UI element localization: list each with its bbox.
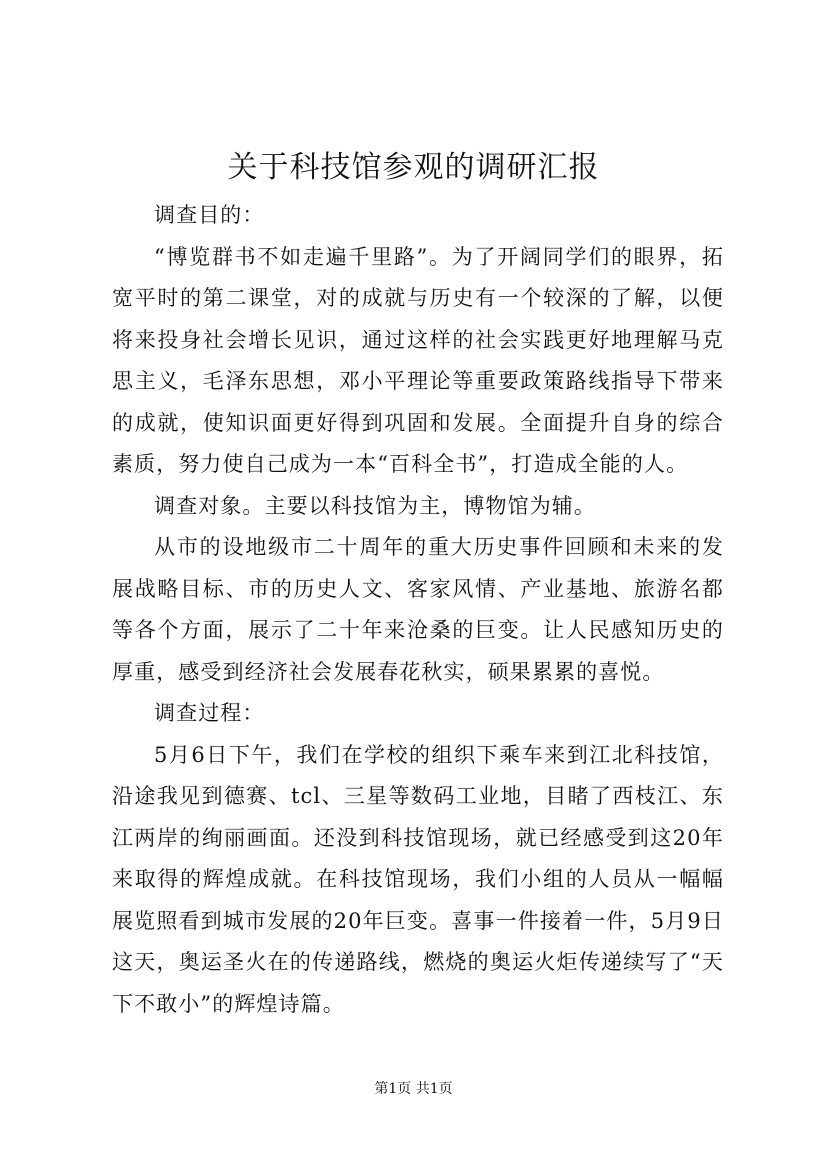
paragraph-process-heading: 调查过程： [154,701,265,725]
paragraph-subject: 调查对象。主要以科技馆为主，博物馆为辅。 [154,493,596,518]
paragraph-purpose: “博览群书不如走遍千里路”。为了开阔同学们的眼界，拓宽平时的第二课堂，对的成就与历史有一个较深的了解，以便将来投身社会增长见识，通过这样的社会实践更好地理解马克思主义，毛泽东思想，邓小平理论等重要政策路线指导下带来的成就，使知识面更好得到巩固和发展。全面提升自身的综合素质，努力使自己成为一本“百科全书”，打造成全能的人。 [112,244,724,476]
paragraph-exhibition: 从市的设地级市二十周年的重大历史事件回顾和未来的发展战略目标、市的历史人文、客家风情、产业基地、旅游名都等各个方面，展示了二十年来沧桑的巨变。让人民感知历史的厚重，感受到经济社会发展春花秋实，硕果累累的喜悦。 [112,535,724,684]
document-title: 关于科技馆参观的调研汇报 [227,150,600,185]
paragraph-process: 5月6日下午，我们在学校的组织下乘车来到江北科技馆，沿途我见到德赛、tcl、三星等数码工业地，目睹了西枝江、东江两岸的绚丽画面。还没到科技馆现场，就已经感受到这20年来取得的辉煌成就。在科技馆现场，我们小组的人员从一幅幅展览照看到城市发展的20年巨变。喜事一件接着一件，5月9日这天，奥运圣火在的传递路线，燃烧的奥运火炬传递续写了“天下不敢小”的辉煌诗篇。 [112,742,724,1016]
page-number-footer: 第1页 共1页 [374,1081,453,1097]
document-body [112,195,724,1025]
paragraph-purpose-heading: 调查目的： [154,203,265,227]
